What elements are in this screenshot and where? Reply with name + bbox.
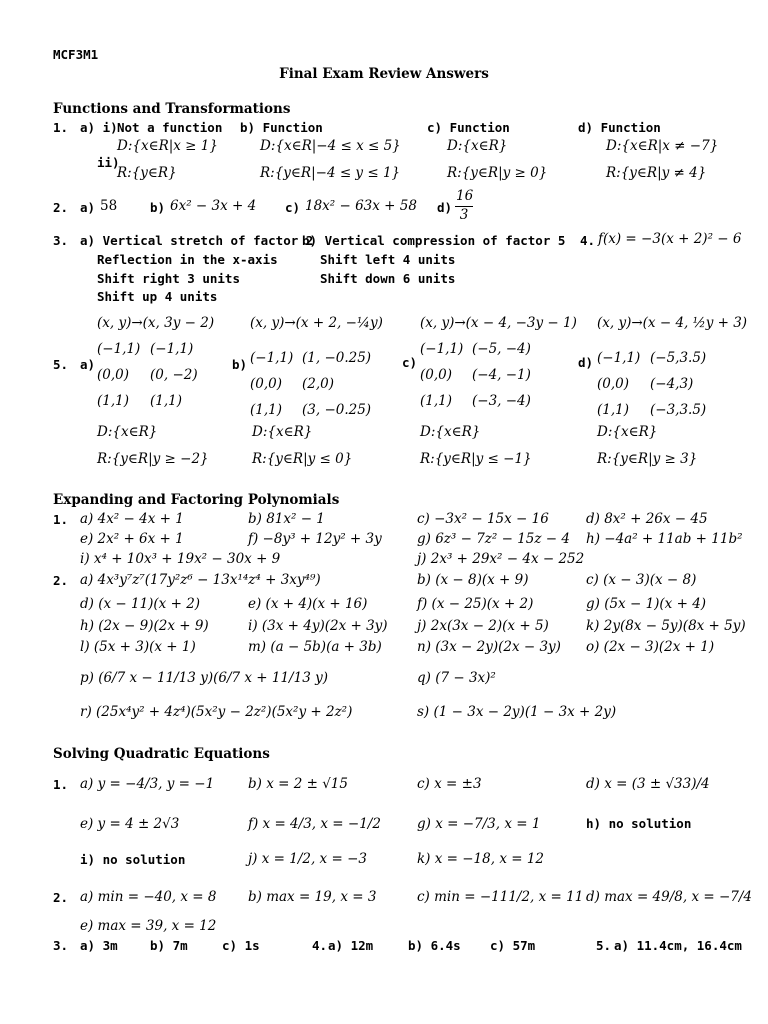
q5d-point-1: (−1,1) <box>597 350 641 366</box>
s2-q1b: b) 81x² − 1 <box>248 511 325 527</box>
s2-q2b: b) (x − 8)(x + 9) <box>417 572 529 588</box>
q5d-image-3: (−3,3.5) <box>650 402 707 418</box>
q5c-point-3: (1,1) <box>420 393 453 409</box>
section-heading-functions: Functions and Transformations <box>53 101 291 117</box>
q5d-label: d) <box>578 355 594 370</box>
s2-q2a: a) 4x³y⁷z⁷(17y²z⁶ − 13x¹⁴z⁴ + 3xy⁴⁹) <box>80 572 321 588</box>
q5b-range: R:{y∈R|y ≤ 0} <box>252 451 353 467</box>
q5a-range: R:{y∈R|y ≥ −2} <box>97 451 209 467</box>
s2-q2o: o) (2x − 3)(2x + 1) <box>586 639 715 655</box>
s3-q1f: f) x = 4/3, x = −1/2 <box>248 816 381 832</box>
q1b-answer: b) Function <box>240 120 323 135</box>
q3b-line-2: Shift left 4 units <box>320 252 456 267</box>
q5c-image-3: (−3, −4) <box>472 393 531 409</box>
q3b-line-1: b) Vertical compression of factor 5 <box>302 233 566 248</box>
s2-q1f: f) −8y³ + 12y² + 3y <box>248 531 382 547</box>
q2d-denominator: 3 <box>459 207 469 223</box>
q1c-answer: c) Function <box>427 120 510 135</box>
q5c-image-2: (−4, −1) <box>472 367 531 383</box>
q5a-point-2: (0,0) <box>97 367 130 383</box>
s2-q2s: s) (1 − 3x − 2y)(1 − 3x + 2y) <box>417 704 617 720</box>
s2-q2c: c) (x − 3)(x − 8) <box>586 572 697 588</box>
q5b-point-1: (−1,1) <box>250 350 294 366</box>
q1a-answer: Not a function <box>117 120 223 135</box>
q1-number: 1. <box>53 120 69 135</box>
q5d-point-2: (0,0) <box>597 376 630 392</box>
s3-q1g: g) x = −7/3, x = 1 <box>417 816 541 832</box>
s2-q2-number: 2. <box>53 573 69 588</box>
s3-q2c: c) min = −111/2, x = 11 <box>417 889 584 905</box>
q5b-point-2: (0,0) <box>250 376 283 392</box>
q5b-image-2: (2,0) <box>302 376 335 392</box>
s2-q2n: n) (3x − 2y)(2x − 3y) <box>417 639 561 655</box>
q5b-point-3: (1,1) <box>250 402 283 418</box>
q5a-point-3: (1,1) <box>97 393 130 409</box>
q2b-label: b) <box>150 200 166 215</box>
q2a-answer: 58 <box>100 198 118 214</box>
s2-q2h: h) (2x − 9)(2x + 9) <box>80 618 209 634</box>
s2-q1d: d) 8x² + 26x − 45 <box>586 511 708 527</box>
s2-q2m: m) (a − 5b)(a + 3b) <box>248 639 382 655</box>
s2-q2i: i) (3x + 4y)(2x + 3y) <box>248 618 388 634</box>
s2-q1h: h) −4a² + 11ab + 11b² <box>586 531 743 547</box>
s2-q2e: e) (x + 4)(x + 16) <box>248 596 368 612</box>
q1a-ii-label: ii) <box>97 155 120 170</box>
s2-q2g: g) (5x − 1)(x + 4) <box>586 596 707 612</box>
q2b-answer: 6x² − 3x + 4 <box>170 198 257 214</box>
q5b-mapping: (x, y)→(x + 2, −¼y) <box>250 315 383 331</box>
q2-number: 2. <box>53 200 69 215</box>
s3-q2-number: 2. <box>53 890 69 905</box>
s3-q3a: a) 3m <box>80 938 118 953</box>
q5a-image-2: (0, −2) <box>150 367 198 383</box>
q5c-domain: D:{x∈R} <box>420 424 481 440</box>
q3-number: 3. <box>53 233 69 248</box>
q5b-image-3: (3, −0.25) <box>302 402 372 418</box>
q2d-numerator: 16 <box>456 188 474 204</box>
s2-q1j: j) 2x³ + 29x² − 4x − 252 <box>417 551 585 567</box>
q5d-domain: D:{x∈R} <box>597 424 658 440</box>
s2-q2q: q) (7 − 3x)² <box>417 670 496 686</box>
course-code: MCF3M1 <box>53 47 99 62</box>
s2-q1c: c) −3x² − 15x − 16 <box>417 511 549 527</box>
q5-number: 5. <box>53 357 69 372</box>
q3a-line-2: Reflection in the x-axis <box>97 252 278 267</box>
s2-q1g: g) 6z³ − 7z² − 15z − 4 <box>417 531 570 547</box>
s3-q1i: i) no solution <box>80 852 186 867</box>
s3-q1a: a) y = −4/3, y = −1 <box>80 776 215 792</box>
s3-q1d: d) x = (3 ± √33)/4 <box>586 776 710 792</box>
q2c-label: c) <box>285 200 301 215</box>
q3b-line-3: Shift down 6 units <box>320 271 456 286</box>
q5c-point-2: (0,0) <box>420 367 453 383</box>
s3-q4c: c) 57m <box>490 938 536 953</box>
s3-q5-number: 5. <box>596 938 612 953</box>
q5d-image-1: (−5,3.5) <box>650 350 707 366</box>
q1d-answer: d) Function <box>578 120 661 135</box>
s3-q1h: h) no solution <box>586 816 692 831</box>
q5a-point-1: (−1,1) <box>97 341 141 357</box>
q5a-label: a) <box>80 357 96 372</box>
s3-q2a: a) min = −40, x = 8 <box>80 889 217 905</box>
s3-q5a: a) 11.4cm, 16.4cm <box>614 938 742 953</box>
s2-q2d: d) (x − 11)(x + 2) <box>80 596 201 612</box>
s2-q2p: p) (6/7 x − 11/13 y)(6/7 x + 11/13 y) <box>80 670 328 686</box>
q1c-range: R:{y∈R|y ≥ 0} <box>447 165 548 181</box>
s3-q4b: b) 6.4s <box>408 938 461 953</box>
s3-q2b: b) max = 19, x = 3 <box>248 889 377 905</box>
s3-q1c: c) x = ±3 <box>417 776 482 792</box>
q1b-domain: D:{x∈R|−4 ≤ x ≤ 5} <box>260 138 401 154</box>
s3-q2d: d) max = 49/8, x = −7/4 <box>586 889 753 905</box>
q5a-image-1: (−1,1) <box>150 341 194 357</box>
q1c-domain: D:{x∈R} <box>447 138 508 154</box>
q2d-label: d) <box>437 200 453 215</box>
q5d-range: R:{y∈R|y ≥ 3} <box>597 451 698 467</box>
q5c-mapping: (x, y)→(x − 4, −3y − 1) <box>420 315 577 331</box>
q5b-domain: D:{x∈R} <box>252 424 313 440</box>
q5c-label: c) <box>402 355 418 370</box>
s3-q1b: b) x = 2 ± √15 <box>248 776 348 792</box>
s2-q2k: k) 2y(8x − 5y)(8x + 5y) <box>586 618 746 634</box>
page-title: Final Exam Review Answers <box>279 66 489 82</box>
s2-q1-number: 1. <box>53 512 69 527</box>
s3-q3-number: 3. <box>53 938 69 953</box>
q5d-mapping: (x, y)→(x − 4, ½y + 3) <box>597 315 748 331</box>
s2-q1e: e) 2x² + 6x + 1 <box>80 531 184 547</box>
q5a-image-3: (1,1) <box>150 393 183 409</box>
q4-number: 4. <box>580 233 596 248</box>
s3-q1-number: 1. <box>53 777 69 792</box>
s2-q1a: a) 4x² − 4x + 1 <box>80 511 184 527</box>
s3-q1j: j) x = 1/2, x = −3 <box>248 851 367 867</box>
q5c-range: R:{y∈R|y ≤ −1} <box>420 451 532 467</box>
s2-q1i: i) x⁴ + 10x³ + 19x² − 30x + 9 <box>80 551 281 567</box>
q3a-line-4: Shift up 4 units <box>97 289 218 304</box>
q5b-image-1: (1, −0.25) <box>302 350 372 366</box>
q1d-range: R:{y∈R|y ≠ 4} <box>606 165 707 181</box>
q3a-line-1: a) Vertical stretch of factor 2 <box>80 233 314 248</box>
q5b-label: b) <box>232 357 248 372</box>
q1b-range: R:{y∈R|−4 ≤ y ≤ 1} <box>260 165 401 181</box>
s3-q2e: e) max = 39, x = 12 <box>80 918 217 934</box>
q2a-label: a) <box>80 200 96 215</box>
q3a-line-3: Shift right 3 units <box>97 271 240 286</box>
s2-q2f: f) (x − 25)(x + 2) <box>417 596 534 612</box>
s3-q3b: b) 7m <box>150 938 188 953</box>
s3-q1k: k) x = −18, x = 12 <box>417 851 545 867</box>
q1a-ii-range: R:{y∈R} <box>117 165 177 181</box>
q4-answer: f(x) = −3(x + 2)² − 6 <box>598 231 742 247</box>
q5a-mapping: (x, y)→(x, 3y − 2) <box>97 315 215 331</box>
q2c-answer: 18x² − 63x + 58 <box>305 198 417 214</box>
q1d-domain: D:{x∈R|x ≠ −7} <box>606 138 719 154</box>
q5d-image-2: (−4,3) <box>650 376 694 392</box>
s3-q4-number: 4. <box>312 938 328 953</box>
s3-q1e: e) y = 4 ± 2√3 <box>80 816 180 832</box>
s3-q4a: a) 12m <box>328 938 374 953</box>
s3-q3c: c) 1s <box>222 938 260 953</box>
s2-q2j: j) 2x(3x − 2)(x + 5) <box>417 618 549 634</box>
section-heading-quadratics: Solving Quadratic Equations <box>53 746 270 762</box>
q5c-point-1: (−1,1) <box>420 341 464 357</box>
q5c-image-1: (−5, −4) <box>472 341 531 357</box>
q1a-ii-domain: D:{x∈R|x ≥ 1} <box>117 138 218 154</box>
section-heading-polynomials: Expanding and Factoring Polynomials <box>53 492 340 508</box>
s2-q2l: l) (5x + 3)(x + 1) <box>80 639 196 655</box>
s2-q2r: r) (25x⁴y² + 4z⁴)(5x²y − 2z²)(5x²y + 2z²) <box>80 704 353 720</box>
q5a-domain: D:{x∈R} <box>97 424 158 440</box>
q5d-point-3: (1,1) <box>597 402 630 418</box>
q1a-label: a) i) <box>80 120 118 135</box>
